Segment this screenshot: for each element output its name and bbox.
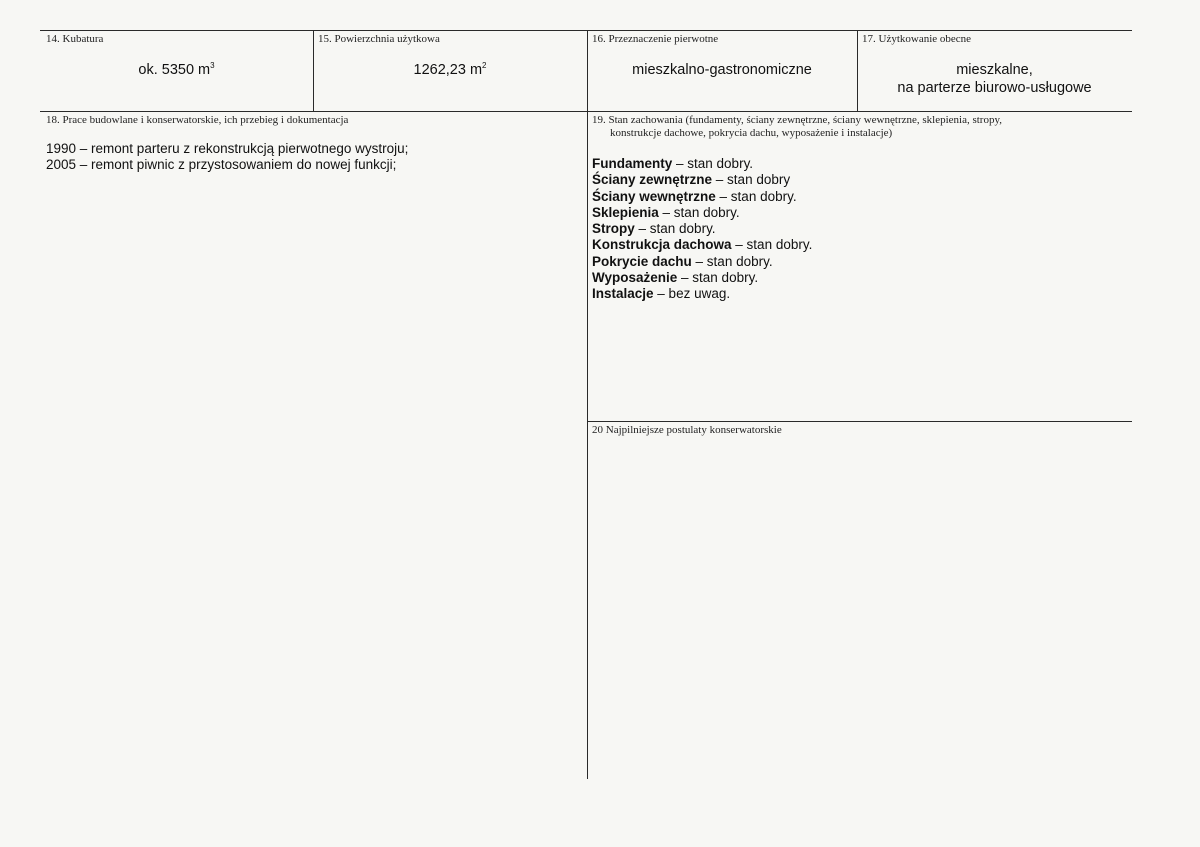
condition-name: Pokrycie dachu: [592, 253, 692, 269]
field-19-content: [592, 156, 812, 303]
field-14-value: [40, 62, 313, 78]
field-14-label: 14. Kubatura: [46, 33, 104, 45]
field-18-label: 18. Prace budowlane i konserwatorskie, ich przebieg i dokumentacja: [46, 114, 349, 126]
field-19-label-line1: 19. Stan zachowania (fundamenty, ściany zewnętrzne, ściany wewnętrzne, sklepienia, stropy,: [592, 114, 1003, 126]
list-item: 2005 – remont piwnic z przystosowaniem do nowej funkcji;: [46, 157, 397, 173]
condition-name: Ściany wewnętrzne: [592, 188, 716, 204]
col-divider-main: [587, 30, 588, 779]
top-border-line: [40, 30, 1132, 31]
condition-name: Sklepienia: [592, 204, 659, 220]
condition-name: Ściany zewnętrzne: [592, 172, 713, 188]
list-item: [592, 254, 812, 270]
field-17-value-line1: mieszkalne,: [956, 62, 1033, 78]
condition-name: Instalacje: [592, 286, 654, 302]
field-17-value-line2: na parterze biurowo-usługowe: [897, 80, 1092, 96]
field-19-label-line2: konstrukcje dachowe, pokrycia dachu, wyposażenie i instalacje): [610, 127, 893, 139]
list-item: [592, 172, 812, 188]
condition-state: – stan dobry.: [731, 237, 813, 253]
field-15-label: 15. Powierzchnia użytkowa: [318, 33, 440, 45]
list-item: [592, 237, 812, 253]
field-15-value-text: 1262,23 m: [413, 62, 483, 78]
condition-state: – stan dobry.: [715, 188, 797, 204]
condition-name: Fundamenty: [592, 156, 673, 171]
list-item: [592, 286, 812, 302]
list-item: [592, 221, 812, 237]
condition-state: – stan dobry.: [634, 221, 716, 237]
condition-name: Konstrukcja dachowa: [592, 237, 732, 253]
field-14-value-sup: 3: [210, 61, 215, 71]
list-item: [592, 270, 812, 286]
condition-state: – stan dobry.: [658, 204, 740, 220]
list-item: [592, 205, 812, 221]
field-15-value: [313, 62, 587, 78]
field-16-value: mieszkalno-gastronomiczne: [632, 62, 812, 78]
condition-name: Wyposażenie: [592, 270, 678, 286]
condition-state: – stan dobry.: [672, 156, 754, 171]
list-item: 1990 – remont parteru z rekonstrukcją pierwotnego wystroju;: [46, 141, 409, 156]
section-20-divider-line: [587, 421, 1132, 422]
field-18-content: [46, 141, 408, 174]
condition-state: – bez uwag.: [653, 286, 731, 302]
field-14-value-text: ok. 5350 m: [138, 62, 211, 78]
list-item: [592, 156, 812, 172]
field-16-label: 16. Przeznaczenie pierwotne: [592, 33, 719, 45]
list-item: [592, 189, 812, 205]
row-divider-line: [40, 111, 1132, 112]
condition-state: – stan dobry.: [691, 253, 773, 269]
condition-state: – stan dobry: [712, 172, 791, 188]
condition-state: – stan dobry.: [677, 270, 759, 286]
field-17-label: 17. Użytkowanie obecne: [862, 33, 972, 45]
field-20-label: 20 Najpilniejsze postulaty konserwatorskie: [592, 424, 782, 436]
condition-name: Stropy: [592, 221, 635, 237]
field-15-value-sup: 2: [482, 61, 487, 71]
